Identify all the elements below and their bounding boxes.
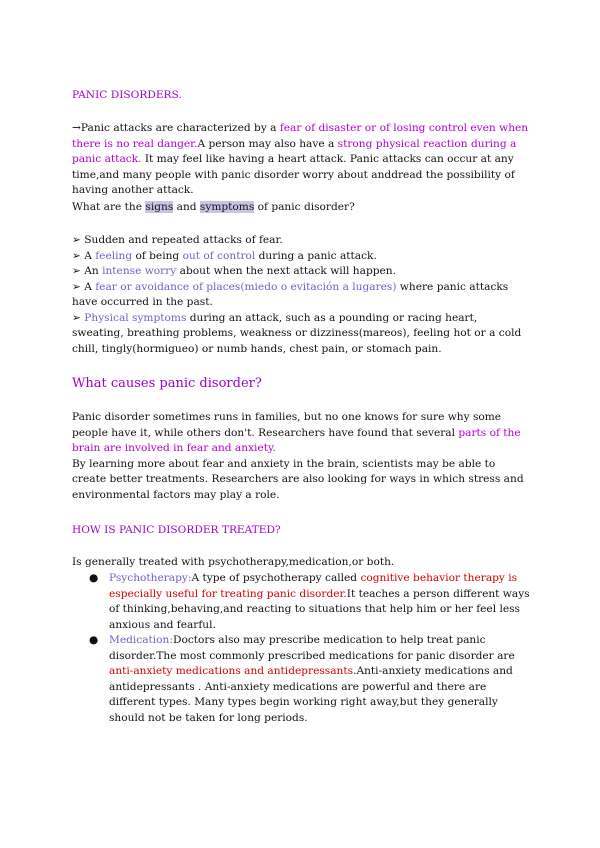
causes-paragraph: Panic disorder sometimes runs in families, but no one knows for sure why some people have it, while others don't. Researchers have found that several parts of the brain are involved in fear and anxiety. By learning more about fear and anxiety in the brain, scientists may be able to create better treatments. Researchers are also looking for ways in which stress and environmental factors may play a role.	[72, 411, 524, 501]
treated-heading: HOW IS PANIC DISORDER TREATED?	[72, 524, 281, 536]
list-item: ● Psychotherapy:A type of psychotherapy called cognitive behavior therapy is especially useful for treating panic disorder.It teaches a person different ways of thinking,behaving,and reacting to situations that help him or her feel less anxious and fearful.	[72, 571, 532, 633]
bullet-icon: ●	[89, 572, 99, 584]
treatment-list	[72, 571, 532, 726]
list-item: ➢ Sudden and repeated attacks of fear.	[72, 234, 283, 246]
list-item: ➢ A fear or avoidance of places(miedo o evitación a lugares) where panic attacks have occurred in the past.	[72, 280, 509, 308]
intro-highlight-1: fear of disaster or of losing control even when there is no real danger.	[72, 122, 529, 150]
intro-highlight-2: strong physical reaction during a panic attack.	[72, 137, 517, 165]
intro-paragraph: →Panic attacks are characterized by a fear of disaster or of losing control even when there is no real danger.A person may also have a strong physical reaction during a panic attack. It may feel like having a heart attack. Panic attacks can occur at any time,and many people with panic disorder worry about anddread the possibility of having another attack.	[72, 122, 529, 196]
symptoms-list	[72, 233, 532, 357]
causes-heading: What causes panic disorder?	[72, 376, 262, 391]
highlight-signs: signs	[145, 201, 174, 213]
page-title: PANIC DISORDERS.	[72, 89, 182, 101]
treated-intro: Is generally treated with psychotherapy,medication,or both.	[72, 556, 395, 568]
highlight-symptoms: symptoms	[199, 201, 255, 213]
list-item: ➢ A feeling of being out of control during a panic attack.	[72, 249, 377, 262]
symptoms-question: What are the signs and symptoms of panic disorder?	[72, 201, 355, 213]
bullet-icon: ●	[89, 634, 99, 646]
list-item: ➢ An intense worry about when the next attack will happen.	[72, 265, 396, 277]
causes-highlight: parts of the brain are involved in fear and anxiety.	[72, 426, 521, 454]
list-item: ● Medication:Doctors also may prescribe medication to help treat panic disorder.The most commonly prescribed medications for panic disorder are anti-anxiety medications and antidepressants.Anti-anxiety medications and antidepressants . Anti-anxiety medications are powerful and there are different types. Many types begin working right away,but they generally should not be taken for long periods.	[72, 633, 532, 726]
list-item: ➢ Physical symptoms during an attack, such as a pounding or racing heart, sweating, breathing problems, weakness or dizziness(mareos), feeling hot or a cold chill, tingly(hormigueo) or numb hands, chest pain, or stomach pain.	[72, 311, 522, 355]
